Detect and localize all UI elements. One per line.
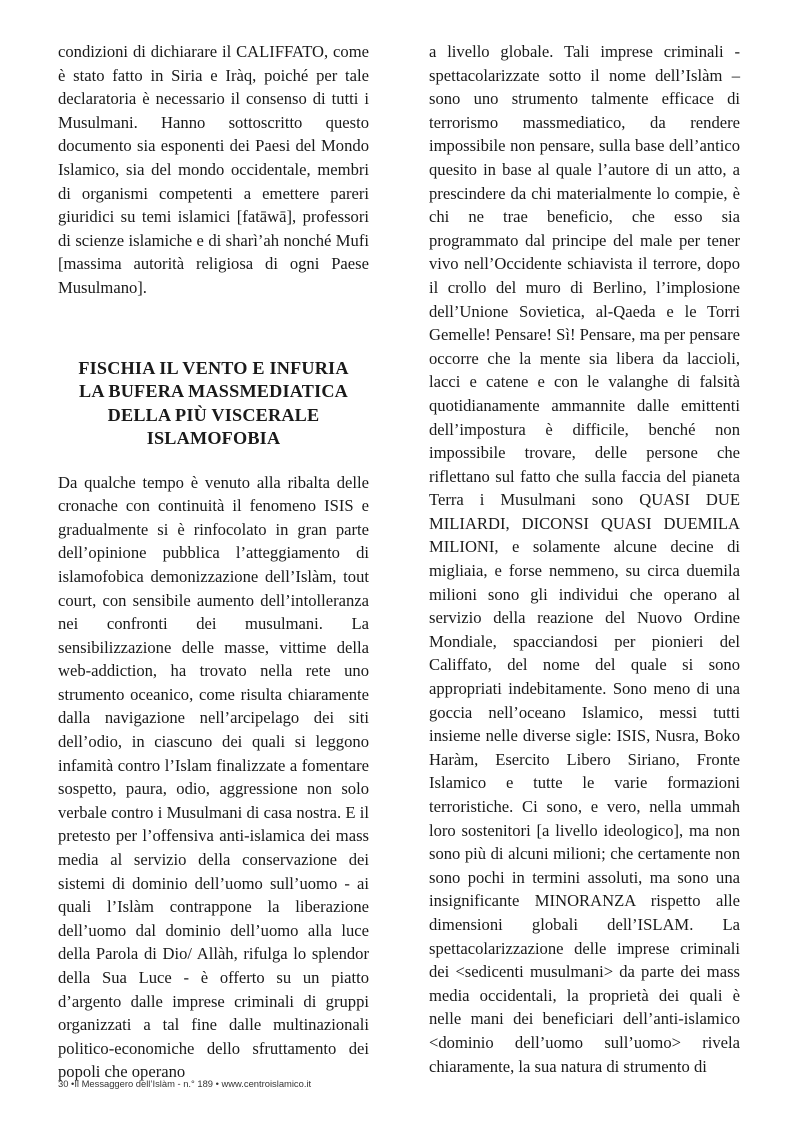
continuation-paragraph: a livello globale. Tali imprese criminali - spettacolarizzate sotto il nome dell’Islàm – sono uno strumento talmente efficace di terrorismo massmediatico, da rendere impossibile non pensare, sulla base dell’antico quesito in base al quale l’autore di un atto, a prescindere da chi materialmente lo compie, è chi ne trae beneficio, che esso sia programmato dal principe del male per tener vivo nell’Occidente schiavista il terrore, dopo il crollo del muro di Berlino, l’implosione dell’Unione Sovietica, al-Qaeda e le Torri Gemelle! Pensare! Sì! Pensare, ma per pensare occorre che la mente sia libera da laccioli, lacci e catene e con le valanghe di falsità quotidianamente ammannite dalle emittenti dell’impostura è difficile, benché non impossibile trovare, delle persone che riflettano sul fatto che sulla faccia del pianeta Terra i Musulmani sono QUASI DUE MILIARDI, DICONSI QUASI DUEMILA MILIONI, e solamente alcune decine di migliaia, e forse nemmeno, su circa duemila milioni sono gli individui che operano al servizio della reazione del Nuovo Ordine Mondiale, spacciandosi per pionieri del Califfato, del nome del quale si sono appropriati indebitamente. Sono meno di una goccia nell’oceano Islamico, messi tutti insieme nelle diverse sigle: ISIS, Nusra, Boko Haràm, Esercito Libero Siriano, Fronte Islamico e tutte le varie formazioni terroristiche. Ci sono, e vero, nella ummah loro sostenitori [a livello ideologico], ma non sono più di alcuni milioni; che certamente non sono pochi in termini assoluti, ma sono una insignificante MINORANZA rispetto alle dimensioni globali dell’ISLAM. La spettacolarizzazione delle imprese criminali dei <sedicenti musulmani> da parte dei mass media occidentali, la proprietà dei quali è nelle mani dei beneficiari dell’anti-islamico <dominio dell’uomo sull’uomo> rivela chiaramente, la sua natura di strumento di <box>429 42 741 1076</box>
body-paragraph: Da qualche tempo è venuto alla ribalta delle cronache con continuità il fenomeno ISIS e gradualmente si è rinfocolato in gran parte dell’opinione pubblica l’atteggiamento di islamofobica demonizzazione dell’Islàm, tout court, con sensibile aumento dell’intolleranza nei confronti dei musulmani. La sensibilizzazione delle masse, vittime della web-addiction, ha trovato nella rete uno strumento oceanico, come risulta chiaramente dalla navigazione nell’arcipelago dei siti dell’odio, in ciascuno dei quali si leggono infamità contro l’Islam finalizzate a fomentare sospetto, paura, odio, aggressione non solo verbale contro i Musulmani di casa nostra. E il pretesto per l’offensiva anti-islamica dei mass media al servizio della conservazione dei sistemi di dominio dell’uomo sull’uomo - ai quali l’Islàm contrappone la liberazione dell’uomo dal dominio dell’uomo alla luce della Parola di Dio/ Allàh, rifulga lo splendor della Sua Luce - è offerto su un piatto d’argento dalle imprese criminali di gruppi organizzati a tal fine dalle multinazionali politico-economiche dello sfruttamento dei popoli che operano <box>58 472 369 1082</box>
heading-line: ISLAMOFOBIA <box>146 428 281 449</box>
left-column <box>58 40 369 1084</box>
page-footer: 30 •Il Messaggero dell’Islàm - n.° 189 • www.centroislamico.it <box>58 1078 312 1089</box>
right-column <box>429 40 740 1078</box>
section-heading <box>58 357 369 451</box>
heading-line: LA BUFERA MASSMEDIATICA <box>78 381 349 402</box>
heading-line: FISCHIA IL VENTO E INFURIA <box>78 357 349 378</box>
intro-paragraph: condizioni di dichiarare il CALIFFATO, come è stato fatto in Siria e Iràq, poiché per tale declaratoria è necessario il consenso di tutti i Musulmani. Hanno sottoscritto questo documento sia esponenti dei Paesi del Mondo Islamico, sia del mondo occidentale, membri di organismi competenti a emettere pareri giuridici su temi islamici [fatāwā], professori di scienze islamiche e di sharì’ah nonché Mufi [massima autorità religiosa di ogni Paese Musulmano]. <box>58 42 369 297</box>
heading-line: DELLA PIÙ VISCERALE <box>107 404 320 425</box>
